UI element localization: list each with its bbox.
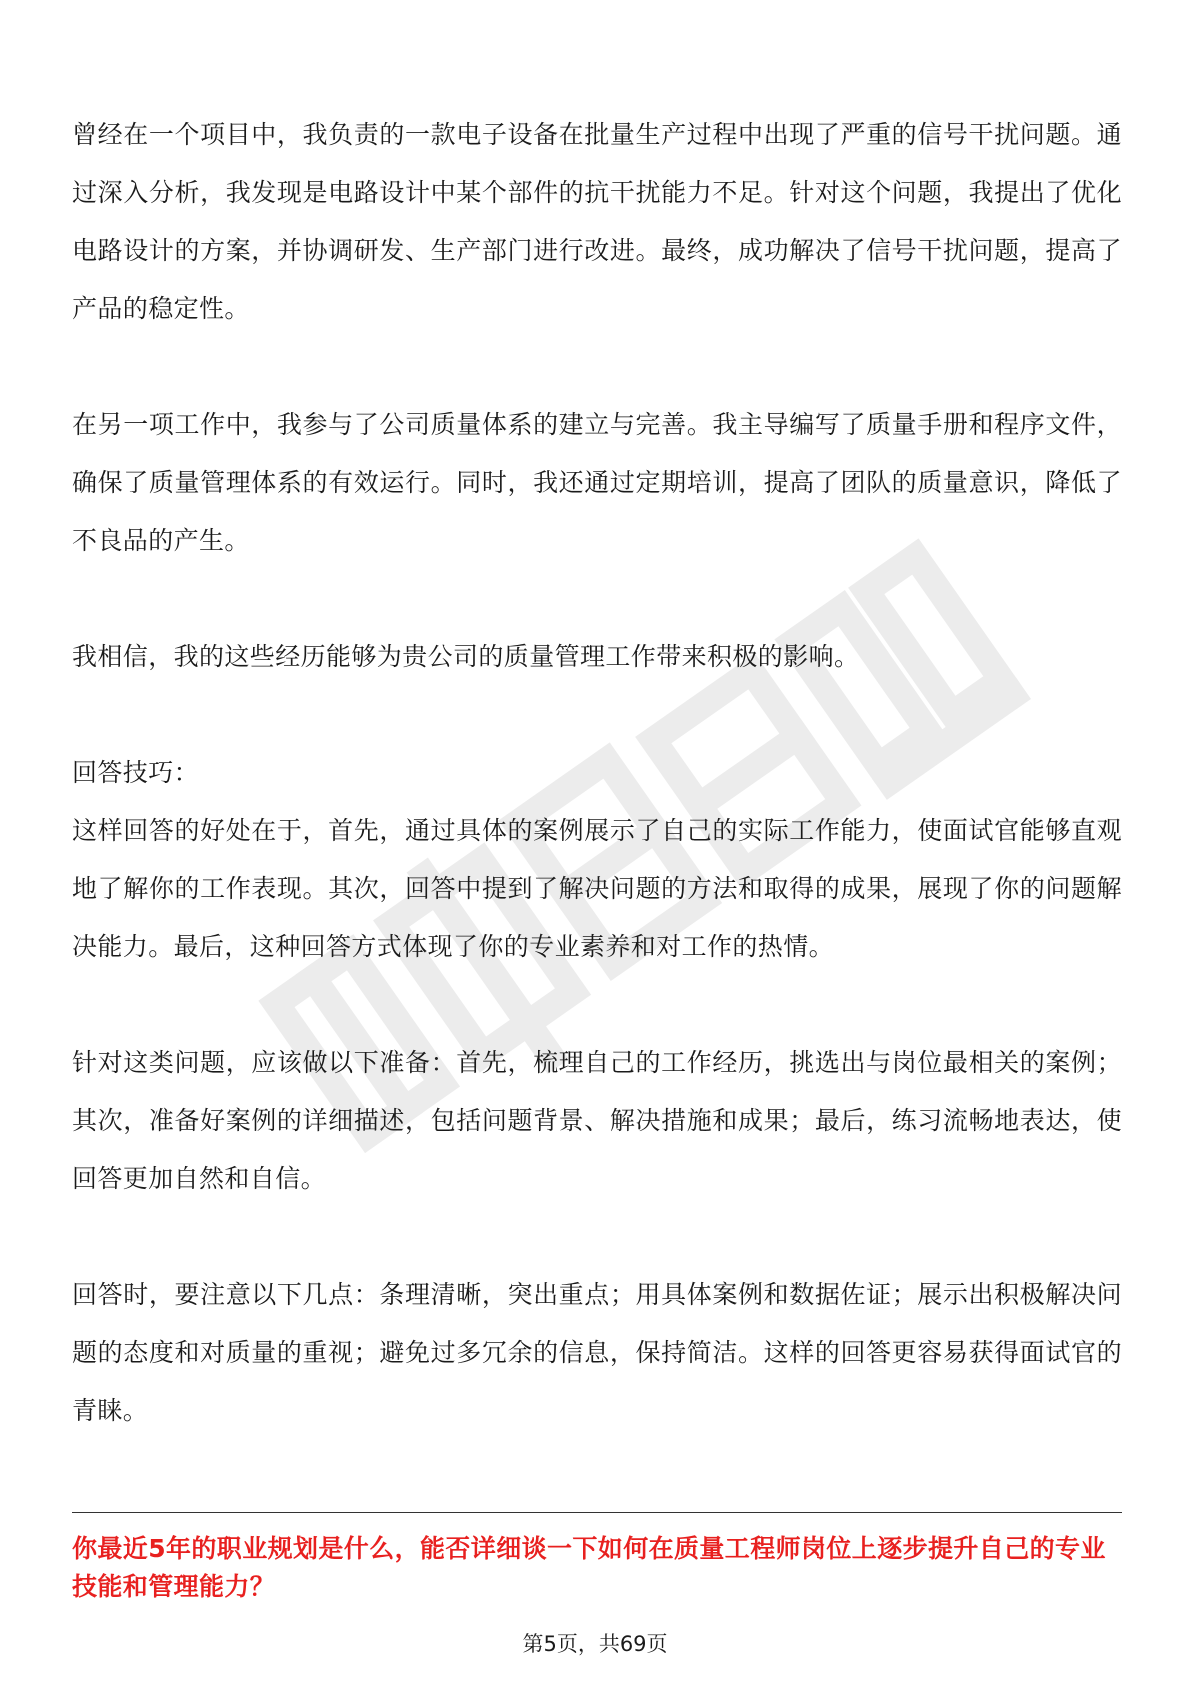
body-paragraph-2: 在另一项工作中，我参与了公司质量体系的建立与完善。我主导编写了质量手册和程序文件，确保了质量管理体系的有效运行。同时，我还通过定期培训，提高了团队的质量意识，降低了不良品的产生。	[72, 410, 1122, 555]
tips-heading: 回答技巧：	[72, 758, 200, 787]
body-paragraph-1: 曾经在一个项目中，我负责的一款电子设备在批量生产过程中出现了严重的信号干扰问题。通过深入分析，我发现是电路设计中某个部件的抗干扰能力不足。针对这个问题，我提出了优化电路设计的方案，并协调研发、生产部门进行改进。最终，成功解决了信号干扰问题，提高了产品的稳定性。	[72, 120, 1122, 323]
tips-text: 这样回答的好处在于，首先，通过具体的案例展示了自己的实际工作能力，使面试官能够直观地了解你的工作表现。其次，回答中提到了解决问题的方法和取得的成果，展现了你的问题解决能力。最后，这种回答方式体现了你的专业素养和对工作的热情。	[72, 816, 1122, 961]
section-divider	[72, 1512, 1122, 1513]
next-question-heading: 你最近5年的职业规划是什么，能否详细谈一下如何在质量工程师岗位上逐步提升自己的专业技能和管理能力？	[72, 1534, 1106, 1601]
document-body	[72, 106, 1122, 1498]
body-paragraph-3: 我相信，我的这些经历能够为贵公司的质量管理工作带来积极的影响。	[72, 642, 860, 671]
notes-paragraph: 回答时，要注意以下几点：条理清晰，突出重点；用具体案例和数据佐证；展示出积极解决问题的态度和对质量的重视；避免过多冗余的信息，保持简洁。这样的回答更容易获得面试官的青睐。	[72, 1280, 1122, 1425]
answer-tips-section	[72, 744, 1122, 976]
page-number: 第5页，共69页	[522, 1632, 668, 1656]
preparation-paragraph: 针对这类问题，应该做以下准备：首先，梳理自己的工作经历，挑选出与岗位最相关的案例；其次，准备好案例的详细描述，包括问题背景、解决措施和成果；最后，练习流畅地表达，使回答更加自然和自信。	[72, 1048, 1122, 1193]
